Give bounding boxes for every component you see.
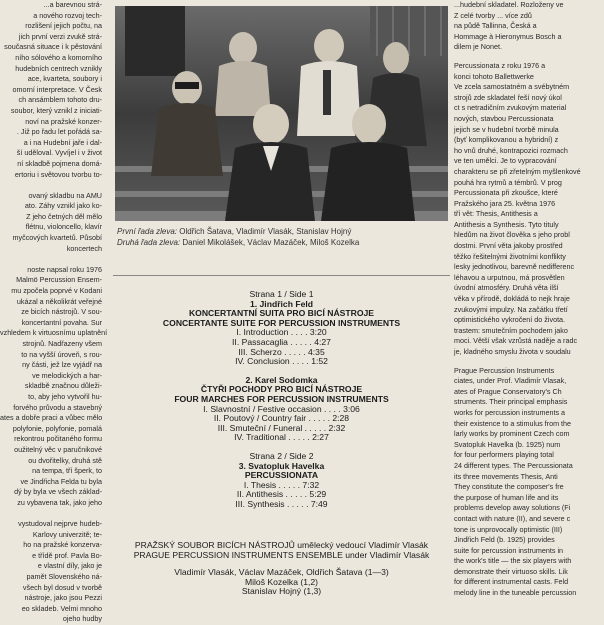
side1-label: Strana 1 / Side 1 [249,289,314,299]
text-line: těžko řešitelnými životními konflikty [454,251,566,261]
text-line: Hommage à Hieronymus Bosch a [454,31,562,41]
text-line: ojeho hudby [62,614,102,624]
text-line: skladbě značnou důleži- [24,381,102,391]
left-text-column [0,0,108,624]
text-line: to na vyšší úroveň, s rou- [21,349,102,359]
caption-row2-label: Druhá řada zleva: [117,238,181,247]
text-line: ní skladbě pojmena domá- [17,158,102,168]
text-line: rozlišení jejich počtu, na [25,21,102,31]
track-listing [113,290,450,509]
work2-movement: II. Poutový / Country fair . . . . . 2:28 [213,413,350,424]
text-line: demonstrate their virtuoso skills. Lik [454,566,568,576]
text-line: forvého průvodu a stavebný [13,402,102,412]
caption-row1-names: Oldřich Šatava, Vladimír Vlasák, Stanislav Hojný [179,227,352,236]
text-line: lesky jednotlivou, barevně nedifferenc [454,262,575,272]
ensemble-cz: PRAŽSKÝ SOUBOR BICÍCH NÁSTROJŮ umělecký vedoucí Vladimír Vlasák [134,540,429,550]
text-line: oužitelný věc v paručnikové [14,444,102,454]
text-line: charakteru se při zřetelným myšlenkové [454,166,581,176]
text-line: ší uděloval. Vyvíjel i v život [16,148,102,158]
text-line: jich první verzi zvukě strá- [18,31,102,41]
text-line: dý by byla ve všech základ- [14,487,102,497]
text-line: a nového rozvoj tech- [33,10,102,20]
text-line: ato. Záhy vznikl jako ko- [24,201,102,211]
work2-movement: III. Smuteční / Funeral . . . . . 2:32 [217,422,346,433]
players-line: Vladimír Vlasák, Václav Mazáček, Oldřich Šatava (1—3) [174,567,389,578]
text-line: dilem je Nonet. [454,42,502,52]
text-line: mu zpočela poprvé v Kodani [11,286,102,296]
text-line: tone is unprovocally optimistic (III) [454,524,563,534]
text-line [0,180,108,191]
text-line: ertoriu i světovou tvorbu to- [14,169,102,179]
text-line: . Již po řadu let pořádá sa- [16,127,102,137]
work2-movement: I. Slavnostní / Festive occasion . . . . 3:06 [203,403,360,414]
text-line: Svatopluk Havelka (b. 1925) num [454,439,561,449]
work1-title-cz: KONCERTANTNÍ SUITA PRO BICÍ NÁSTROJE [188,308,375,319]
work3-movement: I. Thesis . . . . . 7:32 [243,479,320,490]
text-line: flétnu, violoncello, klavír [25,222,102,232]
text-line: strojů zde skladatel řeší nový úkol [454,92,562,102]
text-line: zu vybavena tak, jako jeho [17,497,102,507]
text-line: their existence to a stimulus from the [454,418,572,428]
text-line [0,254,108,265]
text-line: ch ansámblem tohoto dru- [18,95,102,105]
text-line: na půdě Tallinna, Česká a [454,21,537,31]
right-text-block [454,366,604,599]
text-line: larly works by prominent Czech com [454,429,570,439]
text-line: ve ten umělci. Je to vypracování [454,156,557,166]
text-line: ciates, under Prof. Vladimír Vlasak, [454,376,567,386]
ensemble-photo-graphic [115,6,448,221]
text-line: myčcových kvartetů. Působí [12,233,102,243]
text-line: trastem: smutečním pochodem jako [454,325,568,335]
text-line: ho vnů druhé, kontrapozici rozmach [454,145,568,155]
text-line: problems develop away solutions (Fi [454,503,571,513]
text-line: suite for percussion instruments in [454,545,564,555]
text-line: e třídě prof. Pavla Bo- [32,550,102,560]
work1-composer: 1. Jindřich Feld [249,298,314,309]
text-line: Pražského jara 25. května 1976 [454,198,556,208]
text-line: ates a dobře praci a vůbec mělo [0,413,103,423]
caption-row1-label: První řada zleva: [117,227,178,236]
players-line: Miloš Kozelka (1,2) [244,576,319,587]
text-line: vystudoval nejprve hudeb- [18,519,102,529]
divider [113,275,450,276]
side2-label: Strana 2 / Side 2 [249,450,314,461]
work2-title-cz: ČTYŘI POCHODY PRO BICÍ NÁSTROJE [200,384,363,395]
text-line: for four performers playing total [454,450,554,460]
text-line: konci tohoto Ballettwerke [454,71,534,81]
text-line: noste napsal roku 1976 [27,264,102,274]
text-line: e vlastní díly, jako je [37,561,102,571]
caption-row2-names: Daniel Mikolášek, Václav Mazáček, Miloš Kozelka [182,238,360,247]
text-line: the purpose of human life and its [454,492,559,502]
text-line: Percussionata při zkoušce, které [454,188,558,198]
text-line: to, aby jeho vytvořil hu- [28,391,102,401]
text-line: Z celé tvorby ... více zdů [454,10,532,20]
text-line: pamět Slovenského ná- [26,572,102,582]
work2-composer: 2. Karel Sodomka [245,374,318,385]
text-line: Malmö Percussion Ensem- [16,275,102,285]
text-line: na tempa, tří šperk, to [32,466,102,476]
work1-movement: I. Introduction . . . . 3:20 [236,327,327,338]
work1-movement: IV. Conclusion . . . . 1:52 [235,356,328,367]
text-line: 24 different types. The Percussionata [454,460,573,470]
text-line: melody line in the tuneable percussion [454,588,577,598]
work1-movement: II. Passacaglia . . . . . 4:27 [232,336,331,347]
text-line: contact with nature (II), and severe c [454,513,571,523]
text-line: současná situace i k pěstování [4,42,102,52]
text-line: všech byl dosud v tvorbě [22,582,102,592]
text-line: ct s netradičním zvukovým material [454,103,567,113]
text-line: works for percussion instruments a [454,407,566,417]
photo-caption [117,226,447,248]
text-line: Prague Percussion Instruments [454,365,555,375]
text-line: omorní interpretace. V Česk [12,84,102,94]
text-line: ve Jindřicha Felda tu byla [20,476,102,486]
text-line: its three movements Thesis, Anti [454,471,558,481]
text-line: ...a barevnou strá- [43,0,102,9]
work3-title: PERCUSSIONATA [244,470,319,481]
text-line: polyfonie, polyfonie, pomalá [12,423,102,433]
text-line: ou dvořitelky, druhá stě [28,455,102,465]
text-line: strojnů. Nadřazeny všem [22,339,102,348]
work2-movement: IV. Traditional . . . . . 2:27 [234,432,329,443]
text-line [0,509,108,520]
text-line: optimistického vykročení do života. [454,315,566,325]
text-line: léhavou a urputnou, má prosvětlen [454,272,565,282]
text-line: je, kladného smyslu života v soudalu [454,347,571,356]
text-line: ny části, jež lze vyjádř na [22,360,102,370]
work3-composer: 3. Svatopluk Havelka [238,460,325,471]
text-line: tří vět: Thesis, Antithesis a [454,209,538,219]
text-line: (byť komplikovanou a hybridní) z [454,135,559,145]
text-line: ve melodických a har- [32,370,102,380]
right-text-block [454,0,604,53]
work1-movement: III. Scherzo . . . . . 4:35 [238,346,325,357]
text-line: hudebních centrech vznikly [15,63,102,73]
text-line: ovaný skladbu na AMU [28,190,102,200]
text-line: ze bicích nástrojů. V sou- [21,307,102,317]
text-line: pouhá hra rytmů a témbrů. V prog [454,177,562,187]
text-line: Z jeho četných děl mělo [26,211,102,221]
text-line: Antithesis a Synthesis. Tyto tituly [454,219,559,229]
ensemble-en: PRAGUE PERCUSSION INSTRUMENTS ENSEMBLE under Vladimír Vlasák [133,549,430,560]
text-line: They constitute the composer's fre [454,482,564,492]
text-line: dostmi. První věta jakoby prostřed [454,241,563,251]
performer-credits [113,541,450,597]
text-line: ho na pražské konzerva- [23,540,102,550]
text-line: úvodní atmosféry. Druhá věta ilší [454,283,559,293]
work3-movement: II. Antithesis . . . . . 5:29 [236,489,327,500]
text-line: nástroje, jako jsou Pezzi [24,593,102,603]
text-line: jejich se v hudební tvorbě minula [454,124,559,134]
text-line: nových, stavbou Percussionata [454,113,554,123]
text-line: Ve zcela samostatném a svébytném [454,82,570,92]
text-line: for different instrumental casts. Feld [454,577,569,587]
work2-title-en: FOUR MARCHES FOR PERCUSSION INSTRUMENTS [174,393,389,404]
text-line: ního sólového a komorního [15,52,102,62]
work3-movement: III. Synthesis . . . . . 7:49 [235,498,328,509]
text-line: Karlovy univerzitě; te- [32,529,102,539]
text-line: eo skladeb. Velmi mnoho [21,603,102,613]
text-line: koncertantní povaha. Sur [21,317,102,327]
text-line: vzhledem k virtuosnímu uplatnění [0,328,108,338]
text-line: věka v přírodě, dokládá to nejk hraje [454,294,570,304]
text-line: Jindřich Feld (b. 1925) provides [454,535,555,545]
work1-title-en: CONCERTANTE SUITE FOR PERCUSSION INSTRUMENTS [162,317,401,328]
text-line: koncertech [66,243,102,253]
text-line: rekontrou počitaného formu [14,434,102,444]
right-text-column [450,0,604,600]
text-line: a i na Hudební jaře i dal- [23,137,102,147]
text-line: moci. Větší však vzrůstá naděje a radc [454,336,578,346]
text-line: ates of Prague Conservatory's Ch [454,386,562,396]
text-line: zvukovými impulzy. Na začátku třetí [454,304,568,314]
text-line: noví na pražské konzer- [25,116,102,126]
right-text-block [454,61,604,358]
text-line: ukázal a několikrát veřejné [16,296,102,306]
text-line: ...hudební skladatel. Rozloženy ve [454,0,564,9]
text-line: struments. Their principal emphasis [454,397,568,407]
text-line: Percussionata z roku 1976 a [454,60,546,70]
ensemble-photo [115,6,448,221]
text-line: ace, kvarteta, soubory i [27,74,102,84]
center-panel [113,0,450,600]
text-line: soubor, který vznikl z iniciati- [10,105,102,115]
players-line: Stanislav Hojný (1,3) [241,586,322,597]
text-line: the work's title — the six players with [454,556,572,566]
text-line: hledům na život člověka s jeho probl [454,230,570,240]
